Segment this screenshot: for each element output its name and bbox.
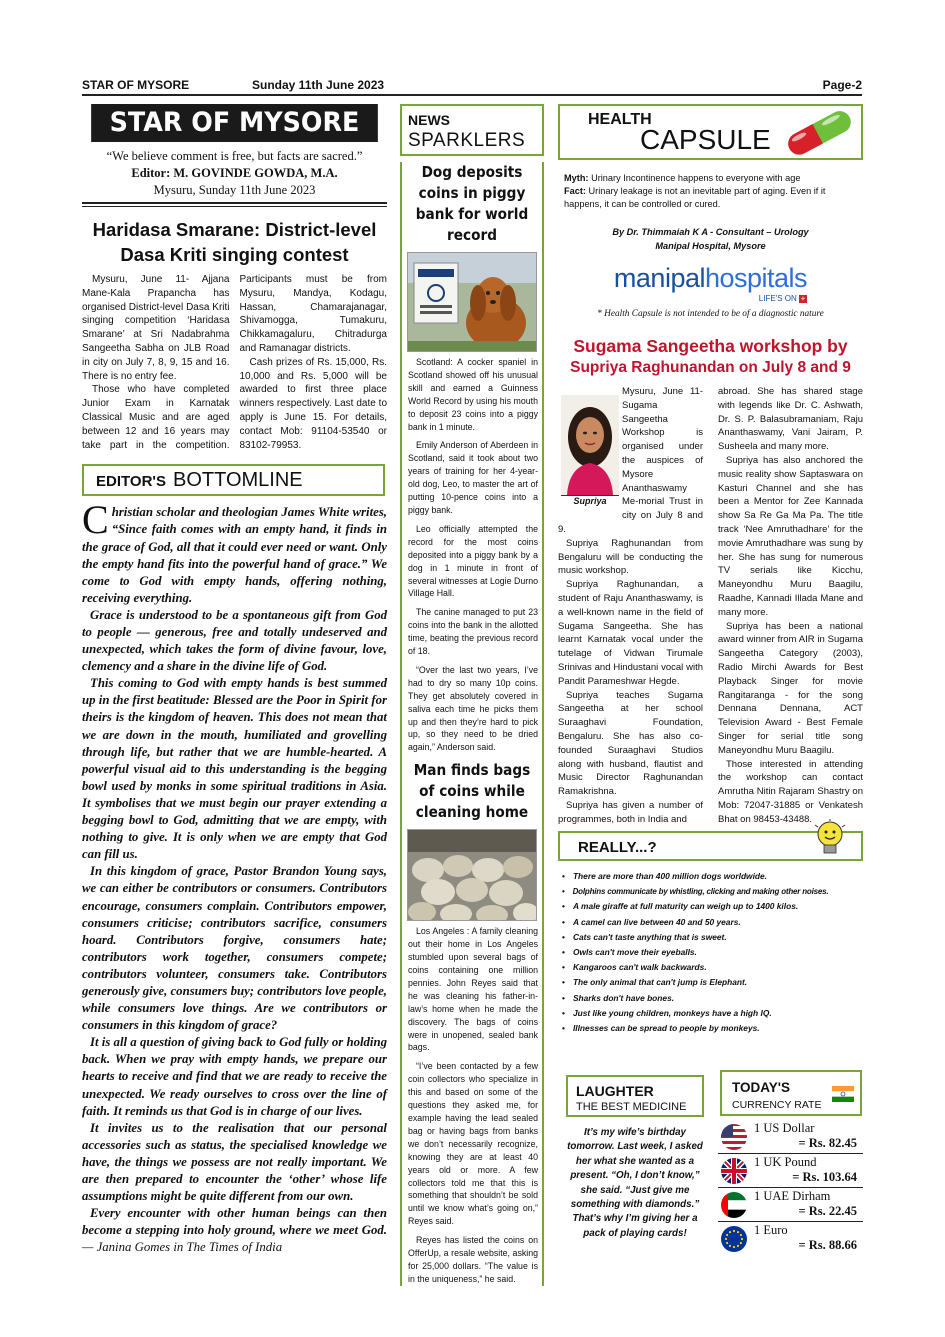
dog-paragraph: Scotland: A cocker spaniel in Scotland showed off his unusual skill and earned a Guinness World Record by using his mouth to deposit 23 coins into a piggy bank in 1 minute. — [408, 357, 538, 432]
news-sparklers-frame — [400, 162, 544, 1286]
logo-tagline: LIFE'S ON — [758, 294, 797, 303]
health-byline-hospital: Manipal Hospital, Mysore — [655, 241, 766, 251]
currency-rates — [718, 1120, 863, 1256]
fact-item: • The only animal that can't jump is Elephant. — [562, 975, 863, 990]
editorial-label: BOTTOMLINE — [173, 469, 303, 492]
really-facts-list — [558, 869, 863, 1036]
sugama-headline — [558, 335, 863, 379]
logo-word-1: manipal — [613, 263, 705, 293]
masthead-dateline: Mysuru, Sunday 11th June 2023 — [153, 183, 316, 197]
dog-photo — [407, 252, 537, 352]
haridasa-headline-line-1: Haridasa Smarane: District-level — [92, 219, 377, 240]
manipal-hospitals-logo — [558, 263, 863, 294]
health-byline — [558, 225, 863, 253]
sugama-paragraph: Supriya has given a number of programmes, both in India and — [558, 799, 703, 825]
lightbulb-icon — [813, 819, 847, 859]
fact-item: • There are more than 400 million dogs worldwide. — [562, 869, 863, 884]
header-paper-name: STAR OF MYSORE — [82, 78, 190, 92]
haridasa-paragraph: Those who have completed Junior Exam in Karnatak Classical Music and are aged between 12 and 16 years may take part in the competition. Participants must be from Mysuru, Mandya, Kodagu, Hassan, Chamarajanagar, Shivamogga, Tumakuru, Chikkamagaluru, Chitradurga and Ramanagar districts. — [82, 274, 387, 451]
editorial-paragraph: This coming to God with empty hands is best summed up in the first beatitude: Blessed are the Poor in Spirit for theirs is the kingdom of heaven. This does not mean that we are down in the mouth, humiliated and grovelling through life, but rather that we are humble-hearted. A powerful visual aid to this understanding is the begging bowl used by monks in some spiritual traditions in Asia. It symbolises that we must begin our prayer extending a begging bowl to God, admitting that we are empty, with nothing to give. It is only when we are empty that God can fill us. — [82, 676, 387, 862]
coins-paragraph: Reyes has listed the coins on OfferUp, a resale website, asking for 25,000 dollars. “The value is in the uniqueness,” he said. — [408, 1235, 538, 1284]
dog-paragraph: The canine managed to put 23 coins into the bank in the allotted time, beating the previous record of 18. — [408, 607, 538, 657]
editorial-paragraph: Every encounter with other human beings can then become a stepping into holy ground, where we meet God. — [82, 1206, 387, 1238]
sugama-paragraph: Supriya has also anchored the music reality show Saptaswara on Kasturi Channel and she has been a Mentor for Zee Kannada show Sa Re Ga Ma Pa. The title track ‘Nee Amruthadhare’ for the movie Amruthadhare was sung by her. She has sung for numerous TV serials like Kicchu, Maneyondhu Muru Baagilu, Raadhe, Kannadi Illada Mane and many more. — [718, 454, 863, 618]
fact-item: • Kangaroos can't walk backwards. — [562, 960, 863, 975]
really-label-box — [558, 831, 863, 861]
india-flag-icon — [832, 1086, 854, 1102]
currency-rate-row — [718, 1120, 863, 1154]
news-sparklers-label-box — [400, 104, 544, 156]
currency-name: 1 Euro — [754, 1223, 788, 1237]
sugama-paragraph: Those interested in attending the workshop can contact Amrutha Nitin Rajaram Shastry on Mob: 72047-31885 or Venkatesh Bhat on 98453-43488. — [718, 758, 863, 825]
divider — [82, 202, 387, 204]
currency-value: = Rs. 22.45 — [798, 1204, 857, 1218]
masthead-title: STAR OF MYSORE — [91, 104, 378, 142]
fact-item: • Dolphins communicate by whistling, clicking and making other noises. — [562, 884, 863, 899]
fact-item: • Just like young children, monkeys have a high IQ. — [562, 1006, 863, 1021]
editorial-dropcap: C — [82, 497, 109, 543]
coins-paragraph: Los Angeles : A family cleaning out their home in Los Angeles stumbled upon several bags of coins containing one million pennies. John Reyes said that he was cleaning his father-in-law’s home when he made the discovery. The bags of coins were in unopened, sealed bank bags. — [408, 926, 538, 1053]
health-capsule-label-bold: HEALTH — [588, 111, 652, 128]
editorial-label-box — [82, 464, 385, 496]
editorial-paragraph: Grace is understood to be a spontaneous gift from God to people — generous, free and totally undeserved and unexpected, which takes the form of divine favour, love, clemency and a share in the divine life of God. — [82, 607, 387, 674]
dog-paragraph: Emily Anderson of Aberdeen in Scotland, said it took about two years of training for her 4-year-old dog, Leo, to master the art of putting 10-pence coins into a piggy bank. — [408, 440, 538, 515]
sugama-paragraph: Supriya Raghunandan from Bengaluru will be conducting the music workshop. — [558, 537, 703, 577]
dog-story-body — [402, 356, 542, 754]
fact-item: • A male giraffe at full maturity can weigh up to 1400 kilos. — [562, 899, 863, 914]
right-column — [558, 104, 863, 1036]
dog-paragraph: Leo officially attempted the record for the most coins deposited into a piggy bank by a dog in 1 minute in front of several witnesses at Logie Durno Village Hall. — [408, 523, 538, 599]
editorial-paragraph: It invites us to the realisation that our personal accessories such as status, the specialised knowledge we have, the things we possess are not really important. We are then prepared to encounter the ‘other’ whose life assumptions might be quite different from our own. — [82, 1120, 387, 1204]
supriya-caption: Supriya — [561, 495, 619, 506]
header-page-number: Page-2 — [822, 78, 862, 92]
sugama-paragraph: Supriya teaches Sugama Sangeetha at her school Suraaghavi Foundation, Bengaluru. She has also co-founded Suraaghavi Studios along with husband, flautist and Music Director Raghunandan Ramakrishna. — [558, 689, 703, 798]
sugama-paragraph: abroad. She has shared stage with legends like Dr. C. Ashwath, Dr. S. P. Balasubramaniam, Raju Ananthaswamy, Vani Jairam, P. Susheela and many more. — [718, 386, 863, 453]
middle-column — [400, 104, 544, 1286]
currency-name: 1 UK Pound — [754, 1155, 817, 1169]
logo-word-2: hospitals — [704, 263, 808, 293]
currency-label: TODAY'S — [732, 1080, 790, 1095]
coins-story-body — [402, 925, 542, 1285]
haridasa-article-body — [82, 273, 387, 452]
masthead-motto-block — [82, 148, 387, 199]
currency-value: = Rs. 82.45 — [798, 1136, 857, 1150]
currency-label-box — [720, 1070, 862, 1116]
dog-story-headline: Dog deposits coins in piggy bank for world record — [415, 163, 529, 244]
laughter-label: LAUGHTER — [576, 1083, 654, 1099]
editorial-paragraph: It is all a question of giving back to God fully or holding back. When we pray with empty hands, we prepare our hearts to receive and find that we are ready to receive the unexpected. We ready ourselves to cross over the line of faith. It reminds us that God is in charge of our lives. — [82, 1035, 387, 1118]
news-sparklers-label: SPARKLERS — [408, 130, 526, 151]
fact-item: • Illnesses can be spread to people by monkeys. — [562, 1021, 863, 1036]
coin-bags-photo — [407, 829, 537, 921]
sugama-headline-line-1: Sugama Sangeetha workshop by — [573, 336, 848, 356]
haridasa-headline — [82, 217, 387, 267]
fact-item: • Sharks don't have bones. — [562, 991, 863, 1006]
currency-rate-row — [718, 1222, 863, 1256]
laughter-label-box — [566, 1075, 704, 1117]
editorial-paragraph: In this kingdom of grace, Pastor Brandon Young says, we can either be contributors or consumers. Contributors encourage, consumers complain. Contributors empower, consumers criticise; contributors sacrifice, consumers hoard. Contributors forgive, consumers hate; contributors work together, consumers compete; contributors volunteer, consumers take. Contributors generously give, consumers buy; contributors love people, while consumers love things. Are we contributors or consumers in this kingdom of grace? — [82, 864, 387, 1033]
haridasa-headline-line-2: Dasa Kriti singing contest — [120, 244, 349, 265]
coins-story-headline: Man finds bags of coins while cleaning home — [413, 761, 531, 822]
uk-flag-icon — [720, 1157, 748, 1185]
fact-item: • Cats can't taste anything that is sweet. — [562, 930, 863, 945]
laughter-sub-label: THE BEST MEDICINE — [576, 1101, 687, 1113]
manipal-tagline — [558, 294, 863, 303]
health-capsule-label: CAPSULE — [640, 124, 771, 155]
news-sparklers-label-bold: NEWS — [408, 112, 450, 128]
masthead-editor: Editor: M. GOVINDE GOWDA, M.A. — [131, 166, 338, 180]
sugama-column-right — [718, 385, 863, 827]
health-myth-fact — [558, 172, 863, 211]
haridasa-paragraph: Cash prizes of Rs. 15,000, Rs. 10,000 and Rs. 5,000 will be awarded to first three place winners respectively. Last date to apply is June 15. For details, contact Mob: 91104-53540 or 83102-79953. — [239, 356, 387, 451]
eu-flag-icon — [720, 1225, 748, 1253]
supriya-photo — [561, 395, 619, 507]
editorial-body — [82, 497, 387, 1256]
currency-value: = Rs. 88.66 — [798, 1238, 857, 1252]
uae-flag-icon — [720, 1191, 748, 1219]
header-date: Sunday 11th June 2023 — [252, 78, 385, 92]
divider — [82, 206, 387, 207]
haridasa-paragraph: Mysuru, June 11- Ajjana Mane-Kala Prapancha has organised District-level Dasa Kriti singing competition ‘Haridasa Smarane’ at Sri Nadabrahma Sangeetha Sabha on JLB Road in city on July 7, 8, 9, 15 and 16. There is no entry fee. — [82, 274, 230, 382]
health-disclaimer: * Health Capsule is not intended to be of a diagnostic nature — [597, 309, 824, 319]
currency-name: 1 US Dollar — [754, 1121, 815, 1135]
dog-paragraph: “Over the last two years, I’ve had to dry so many 10p coins. They get absolutely covered in saliva each time he picks them up and then they’re hard to pick up, so they need to be dried again,” Anderson said. — [408, 664, 538, 753]
editorial-paragraph: hristian scholar and theologian James White writes, “Since faith comes with an empty hand, it finds in the grace of God, all that it could ever need or want. Only the empty hand fits into the powerful hand of grace.” We come to God with empty hands, offering nothing, receiving everything. — [82, 505, 387, 605]
sugama-article — [558, 385, 863, 825]
myth-text: Urinary Incontinence happens to everyone with age — [591, 173, 801, 183]
masthead-motto: “We believe comment is free, but facts are sacred.” — [106, 149, 363, 163]
sugama-paragraph: Supriya Raghunandan, a student of Raju Ananthaswamy, is a well-known name in the field of Sugama Sangeetha. She has learnt Karnatak vocal under the tutelage of Vidwan Tirumale Srinivas and Hindustani vocal with Pandit Parameshwar Hegde. — [558, 579, 703, 687]
fact-label: Fact: — [564, 186, 586, 196]
currency-name: 1 UAE Dirham — [754, 1189, 831, 1203]
fact-text: Urinary leakage is not an inevitable part of aging. Even if it happens, it can be controlled or cured. — [564, 186, 826, 209]
coins-paragraph: “I’ve been contacted by a few coin collectors who specialize in this and based on some of the questions they asked me, for example having the lead sealed bag or having bags from banks we don’t necessarily recognize, knowing they are at least 40 years old or more. A few collectors told me that this is something that shouldn’t be sold until we know what’s going on,” Reyes said. — [408, 1061, 538, 1227]
plus-icon: + — [800, 294, 806, 303]
health-capsule-label-box — [558, 104, 863, 160]
laughter-joke: It’s my wife’s birthday tomorrow. Last week, I asked her what she wanted as a present. “Oh, I don’t know,” she said. “Just give me something with diamonds.” That’s why I’m giving her a pack of playing cards! — [567, 1127, 703, 1239]
currency-rate-row — [718, 1188, 863, 1222]
editorial-credit: — Janina Gomes in The Times of India — [82, 1240, 283, 1255]
left-column — [82, 104, 387, 1256]
currency-rate-row — [718, 1154, 863, 1188]
sugama-paragraph: Mysuru, June 11- Sugama Sangeetha Workshop is organised under the auspices of Mysore Ananthaswamy Me-morial Trust in city on July 8 and 9. — [558, 386, 703, 535]
health-byline-doctor: By Dr. Thimmaiah K A - Consultant – Urology — [612, 227, 809, 237]
fact-item: • A camel can live between 40 and 50 years. — [562, 915, 863, 930]
sugama-headline-line-2: Supriya Raghunandan on July 8 and 9 — [570, 359, 851, 376]
us-flag-icon — [720, 1123, 748, 1151]
editorial-label-bold: EDITOR'S — [96, 473, 166, 491]
fact-item: • Owls can't move their eyeballs. — [562, 945, 863, 960]
page-header — [82, 74, 862, 96]
sugama-paragraph: Supriya has been a national award winner from AIR in Sugama Sangeetha Category (2003), Radio Mirchi Awards for Best Playback Singer for movie Rangitaranga - for the song Dennana Dennana, ACT Television Award - Best Female Singer for serial title song Maneyondhu Muru Baagilu. — [718, 620, 863, 756]
myth-label: Myth: — [564, 173, 589, 183]
currency-value: = Rs. 103.64 — [792, 1170, 857, 1184]
currency-sub-label: CURRENCY RATE — [732, 1099, 822, 1111]
really-label: REALLY...? — [578, 839, 657, 856]
pill-capsule-icon — [777, 106, 861, 158]
